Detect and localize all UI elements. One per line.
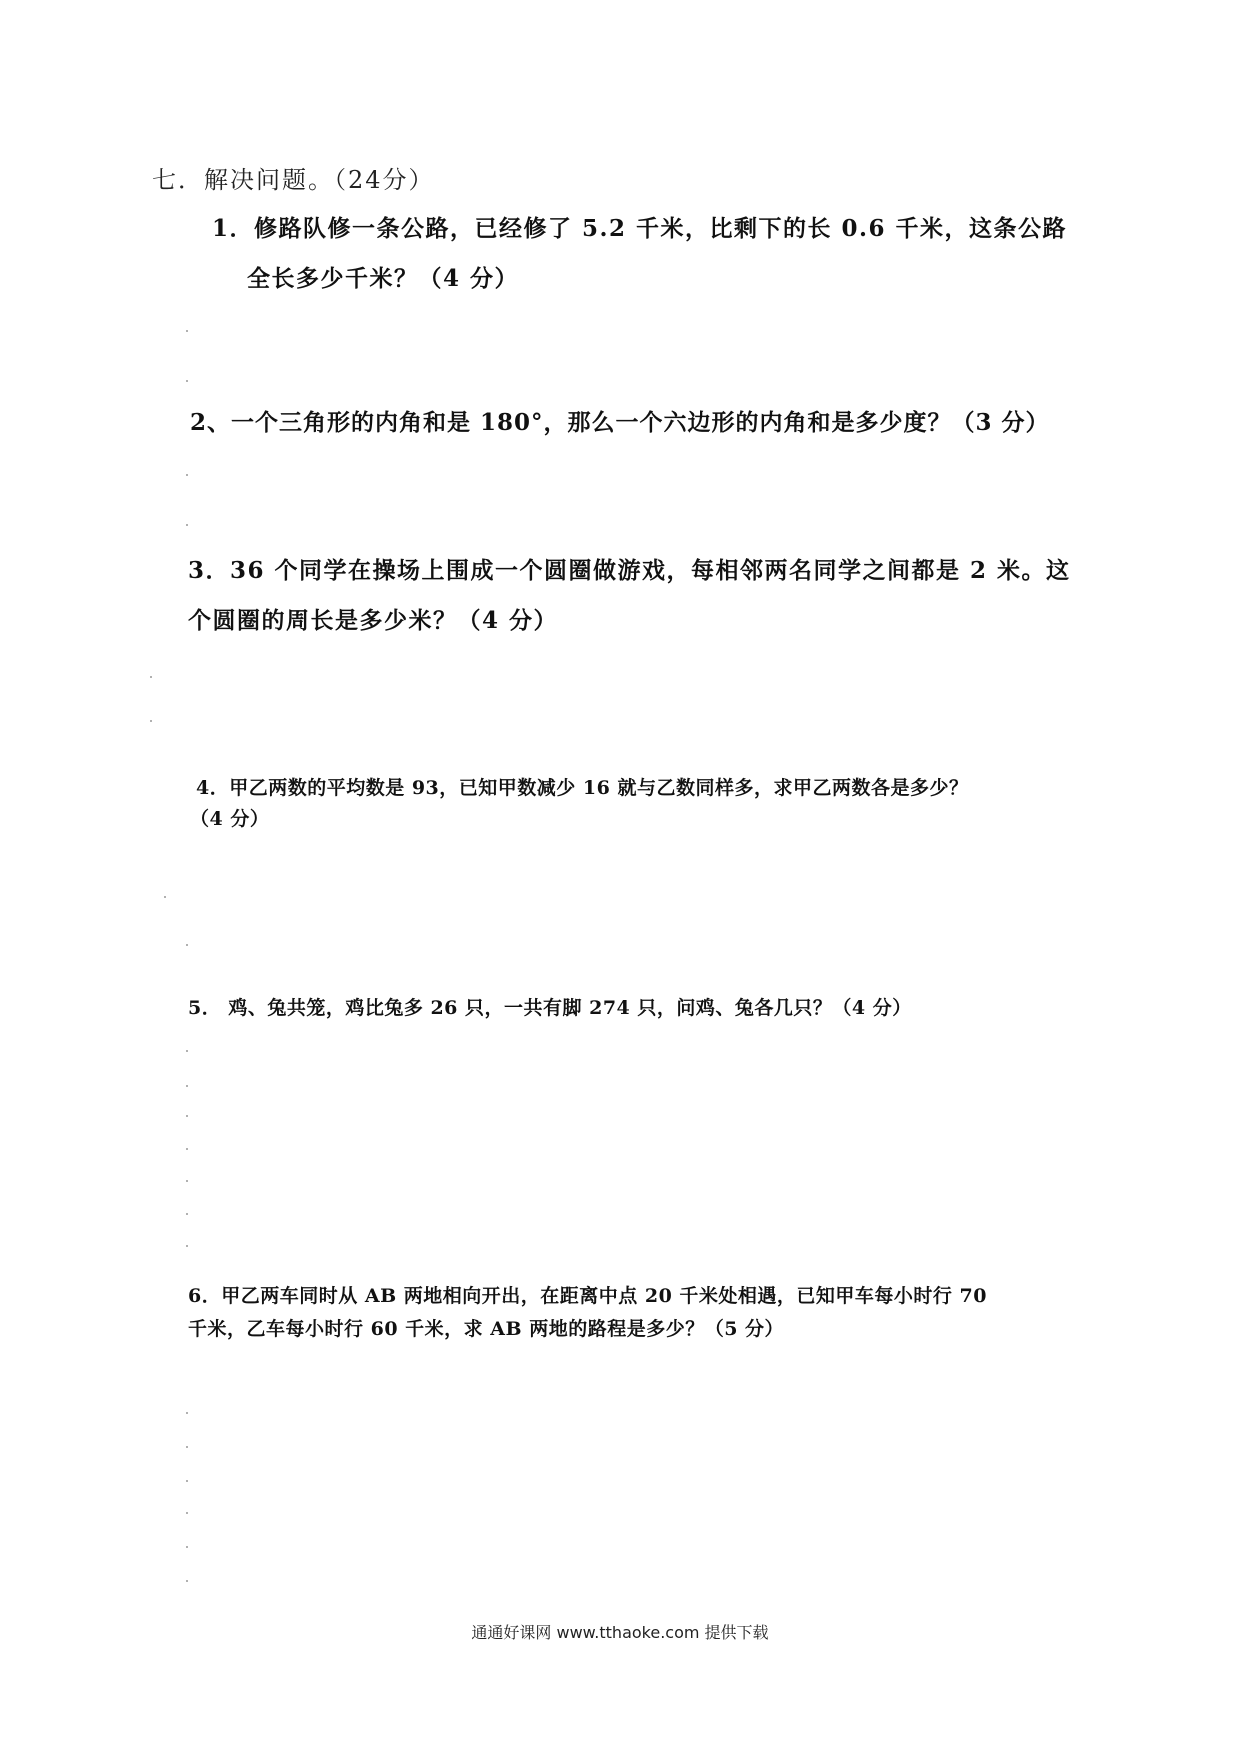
scan-speck [186, 330, 188, 332]
scan-speck [186, 1115, 188, 1117]
question-6-line-1: 6．甲乙两车同时从 AB 两地相向开出，在距离中点 20 千米处相遇，已知甲车每小时行 70 [188, 1285, 987, 1307]
scan-speck [186, 380, 188, 382]
scan-speck [186, 1512, 188, 1514]
question-1-line-1: 1．修路队修一条公路，已经修了 5.2 千米，比剩下的长 0.6 千米，这条公路 [212, 215, 1068, 242]
scan-speck [150, 676, 152, 678]
question-3-line-1: 3．36 个同学在操场上围成一个圆圈做游戏，每相邻两名同学之间都是 2 米。这 [188, 557, 1071, 584]
section-title: 七．解决问题。（24分） [152, 166, 435, 194]
question-4-line-1: 4．甲乙两数的平均数是 93，已知甲数减少 16 就与乙数同样多，求甲乙两数各是多少？ [196, 777, 969, 799]
question-1-line-2: 全长多少千米？（4 分） [247, 265, 520, 292]
scan-speck [186, 1148, 188, 1150]
footer-watermark: 通通好课网 www.tthaoke.com 提供下载 [471, 1623, 769, 1642]
scan-speck [186, 1580, 188, 1582]
scan-speck [186, 1446, 188, 1448]
scan-speck [186, 1245, 188, 1247]
scan-speck [164, 896, 166, 898]
question-5-line-1: 5． 鸡、兔共笼，鸡比兔多 26 只，一共有脚 274 只，问鸡、兔各几只？（4 分） [188, 997, 912, 1019]
scan-speck [186, 1213, 188, 1215]
scan-speck [150, 720, 152, 722]
scan-speck [186, 1085, 188, 1087]
scan-speck [186, 944, 188, 946]
question-3-line-2: 个圆圈的周长是多少米？（4 分） [188, 607, 559, 634]
scan-speck [186, 1412, 188, 1414]
question-6-line-2: 千米，乙车每小时行 60 千米，求 AB 两地的路程是多少？（5 分） [188, 1318, 785, 1340]
scan-speck [186, 524, 188, 526]
scan-speck [186, 1180, 188, 1182]
question-2-line-1: 2、一个三角形的内角和是 180°，那么一个六边形的内角和是多少度？（3 分） [190, 409, 1050, 436]
scan-speck [186, 1480, 188, 1482]
scan-speck [186, 474, 188, 476]
question-4-line-2: （4 分） [190, 808, 270, 830]
scan-speck [186, 1050, 188, 1052]
scan-speck [186, 1546, 188, 1548]
